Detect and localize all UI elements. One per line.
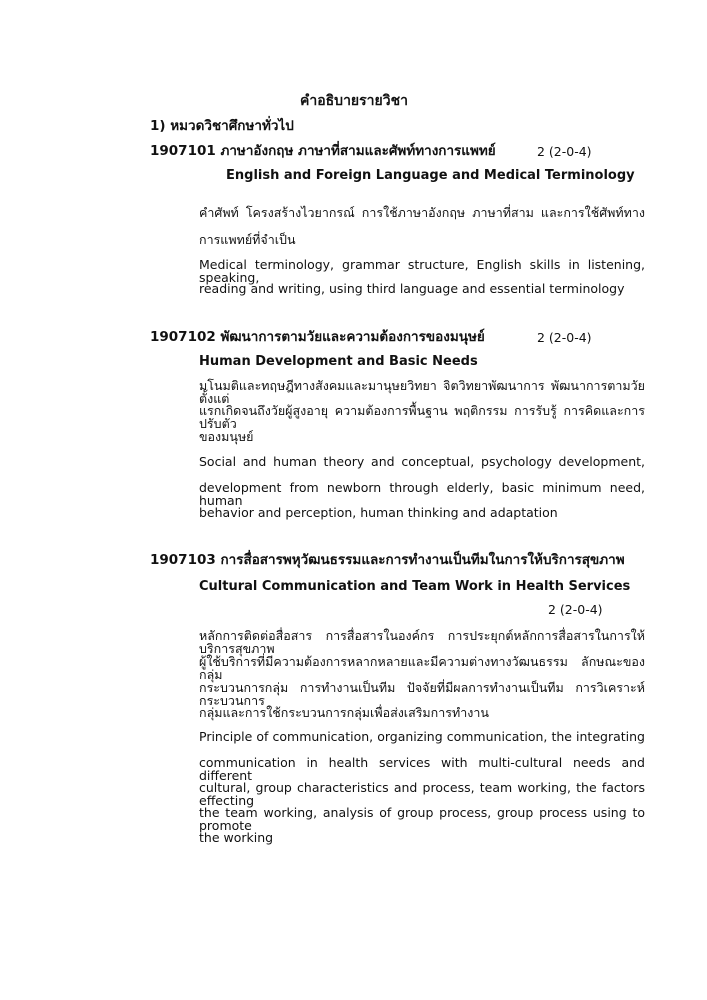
thai-description-line: คำศัพท์ โครงสร้างไวยากรณ์ การใช้ภาษาอังกฤษ ภาษาที่สาม และการใช้ศัพท์ทาง xyxy=(199,205,645,220)
thai-description-line: มโนมติและทฤษฎีทางสังคมและมานุษยวิทยา จิตวิทยาพัฒนาการ พัฒนาการตามวัยตั้งแต่ xyxy=(199,378,645,406)
thai-description-line: ผู้ใช้บริการที่มีความต้องการหลากหลายและมีความต่างทางวัฒนธรรม ลักษณะของกลุ่ม xyxy=(199,654,645,682)
course-header: 1907103 การสื่อสารพหุวัฒนธรรมและการทำงานเป็นทีมในการให้บริการสุขภาพ xyxy=(150,552,625,568)
english-description-line: development from newborn through elderly, basic minimum need, human xyxy=(199,480,645,508)
course-header: 1907101 ภาษาอังกฤษ ภาษาที่สามและศัพท์ทางการแพทย์ xyxy=(150,143,496,159)
thai-description-line: แรกเกิดจนถึงวัยผู้สูงอายุ ความต้องการพื้นฐาน พฤติกรรม การรับรู้ การคิดและการปรับตัว xyxy=(199,403,645,431)
course-credits: 2 (2-0-4) xyxy=(537,144,592,159)
english-description-line: Social and human theory and conceptual, psychology development, xyxy=(199,454,645,469)
thai-description-line: กลุ่มและการใช้กระบวนการกลุ่มเพื่อส่งเสริมการทำงาน xyxy=(199,705,489,720)
course-header: 1907102 พัฒนาการตามวัยและความต้องการของมนุษย์ xyxy=(150,329,485,345)
course-english-title: English and Foreign Language and Medical Terminology xyxy=(226,168,635,183)
thai-description-line: การแพทย์ที่จำเป็น xyxy=(199,232,296,247)
course-english-title: Cultural Communication and Team Work in Health Services xyxy=(199,579,631,594)
thai-description-line: หลักการติดต่อสื่อสาร การสื่อสารในองค์กร การประยุกต์หลักการสื่อสารในการให้บริการสุขภาพ xyxy=(199,628,645,656)
course-credits: 2 (2-0-4) xyxy=(537,330,592,345)
section-heading: 1) หมวดวิชาศึกษาทั่วไป xyxy=(150,118,294,134)
page-title: คำอธิบายรายวิชา xyxy=(300,93,408,109)
thai-description-line: ของมนุษย์ xyxy=(199,429,254,444)
course-credits: 2 (2-0-4) xyxy=(548,602,603,617)
thai-description-line: กระบวนการกลุ่ม การทำงานเป็นทีม ปัจจัยที่มีผลการทำงานเป็นทีม การวิเคราะห์กระบวนการ xyxy=(199,680,645,708)
english-description-line: communication in health services with multi-cultural needs and different xyxy=(199,755,645,783)
english-description-line: Principle of communication, organizing communication, the integrating xyxy=(199,729,645,744)
english-description-line: the team working, analysis of group process, group process using to promote xyxy=(199,805,645,833)
english-description-line: reading and writing, using third language and essential terminology xyxy=(199,281,625,296)
course-english-title: Human Development and Basic Needs xyxy=(199,354,478,369)
english-description-line: Medical terminology, grammar structure, English skills in listening, speaking, xyxy=(199,257,645,285)
english-description-line: behavior and perception, human thinking and adaptation xyxy=(199,505,558,520)
english-description-line: the working xyxy=(199,830,274,845)
english-description-line: cultural, group characteristics and process, team working, the factors effecting xyxy=(199,780,645,808)
